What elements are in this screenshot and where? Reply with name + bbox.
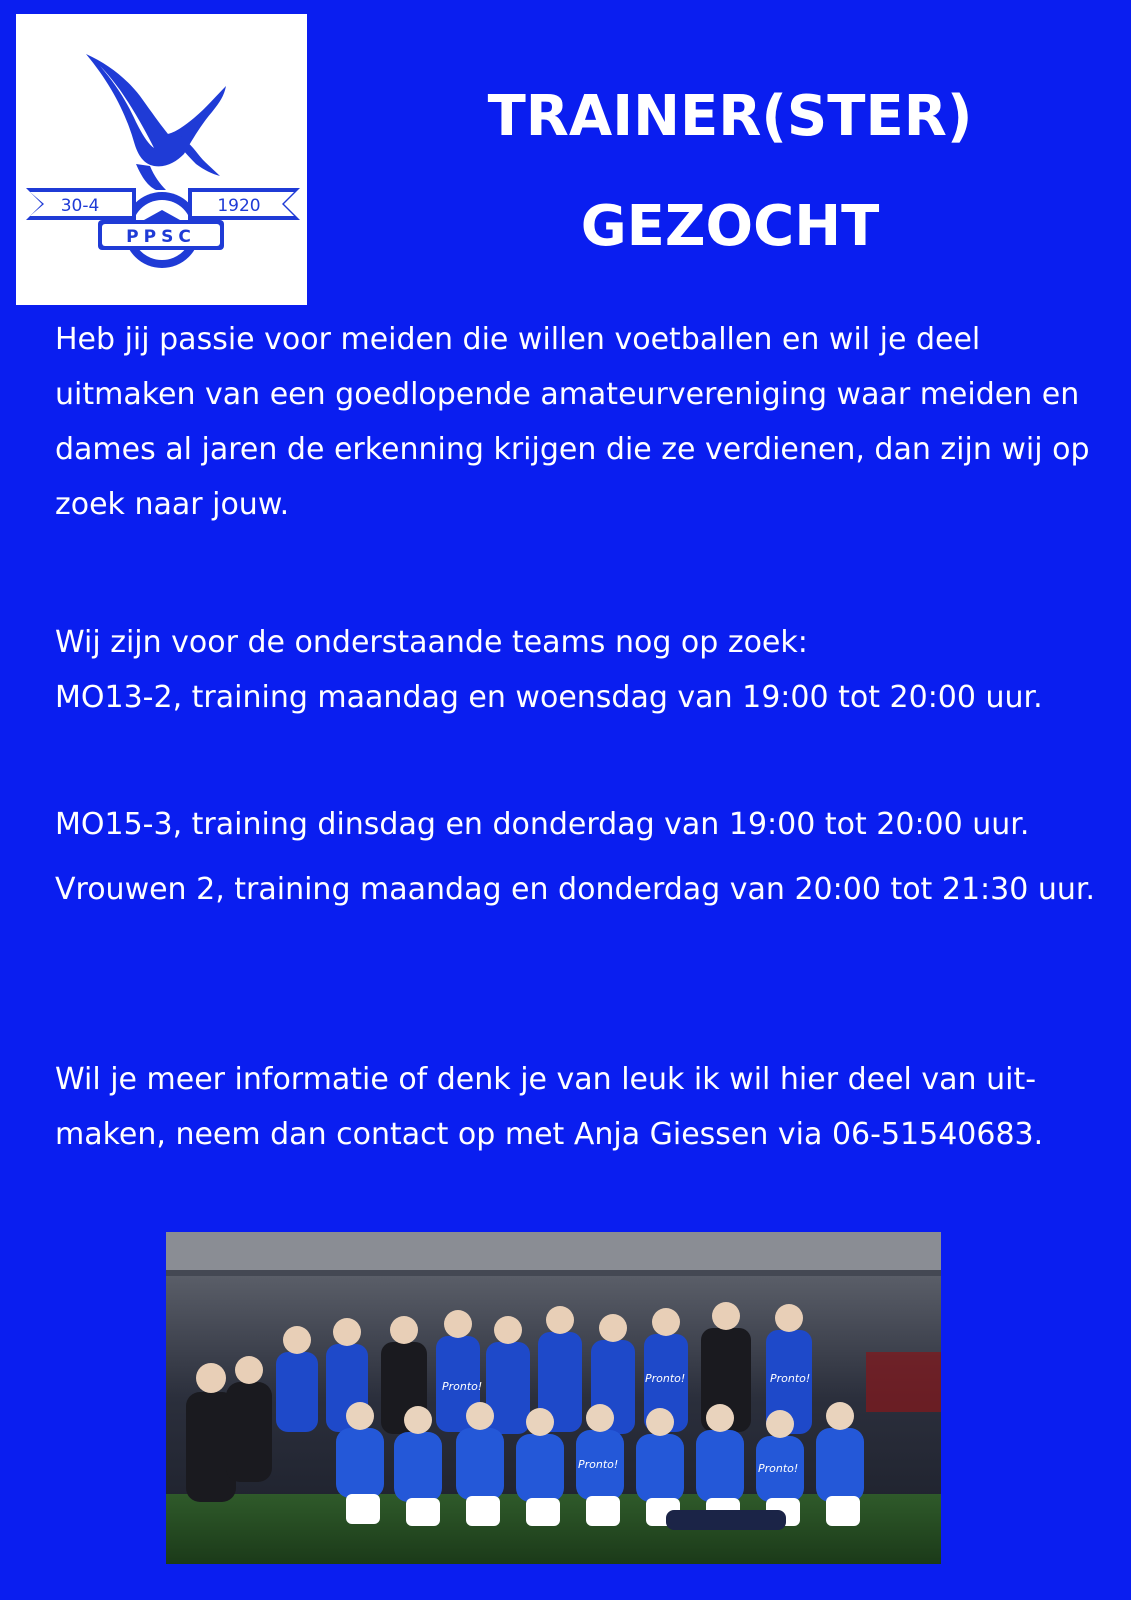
team-photo-icon	[166, 1232, 941, 1564]
intro-paragraph: Heb jij passie voor meiden die willen voetballen en wil je deel uitmaken van een goedlopende amateurvereniging waar meiden en dames al jaren de erkenning krijgen die ze verdienen, dan zijn wij op zoek naar jouw.	[55, 322, 1090, 522]
shirt-sponsor: Pronto!	[758, 1462, 799, 1475]
contact-paragraph: Wil je meer informatie of denk je van leuk ik wil hier deel van uit-maken, neem dan contact op met Anja Giessen via 06-51540683.	[55, 1062, 1044, 1152]
shirt-sponsor: Pronto!	[578, 1458, 619, 1471]
team-photo	[166, 1232, 941, 1564]
team-item: MO13-2, training maandag en woensdag van 19:00 tot 20:00 uur.	[55, 680, 1043, 715]
page-title	[460, 62, 1000, 282]
title-line-2: GEZOCHT	[580, 194, 880, 259]
teams-heading: Wij zijn voor de onderstaande teams nog op zoek:	[55, 625, 808, 660]
seagull-crest-icon	[16, 14, 307, 305]
shirt-sponsor: Pronto!	[442, 1380, 483, 1393]
shirt-sponsor: Pronto!	[645, 1372, 686, 1385]
club-logo	[16, 14, 307, 305]
shirt-sponsor: Pronto!	[770, 1372, 811, 1385]
team-item: Vrouwen 2, training maandag en donderdag van 20:00 tot 21:30 uur.	[55, 872, 1095, 907]
logo-year: 1920	[217, 196, 261, 216]
team-item: MO15-3, training dinsdag en donderdag van 19:00 tot 20:00 uur.	[55, 807, 1030, 842]
logo-club-name: PPSC	[126, 227, 196, 247]
title-line-1: TRAINER(STER)	[487, 84, 973, 149]
logo-date: 30-4	[60, 196, 100, 216]
